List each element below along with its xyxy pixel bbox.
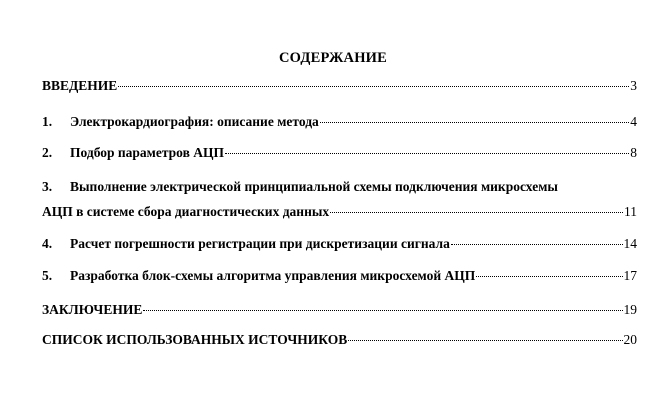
toc-page-number: 19 [623,302,637,317]
dot-leader [348,340,622,341]
toc-entry-text: Расчет погрешности регистрации при дискретизации сигнала [70,236,450,251]
dot-leader [476,276,622,277]
dot-leader [320,122,629,123]
toc-entry-number: 1. [42,114,53,129]
toc-page-number: 8 [630,145,637,160]
toc-entry-5[interactable] [42,268,637,284]
toc-entry-references[interactable] [42,332,637,348]
toc-page-number: 17 [623,268,637,283]
toc-entry-number: 2. [42,145,53,160]
toc-entry-3[interactable] [42,179,637,220]
toc-page-number: 20 [623,332,637,347]
dot-leader [451,244,623,245]
dot-leader [143,310,622,311]
toc-entry-text-line2: АЦП в системе сбора диагностических данных [42,204,330,219]
toc-page-number: 11 [624,204,637,219]
toc-page-number: 4 [630,114,637,129]
dot-leader [330,212,623,213]
toc-entry-2[interactable] [42,145,637,161]
toc-page-number: 3 [630,78,637,93]
toc-title: СОДЕРЖАНИЕ [278,50,388,66]
toc-entry-introduction[interactable] [42,78,637,94]
toc-entry-text: СПИСОК ИСПОЛЬЗОВАННЫХ ИСТОЧНИКОВ [42,332,348,347]
toc-entry-text: Подбор параметров АЦП [70,145,225,160]
toc-entry-1[interactable] [42,114,637,130]
toc-page-number: 14 [623,236,637,251]
toc-entry-text: Электрокардиография: описание метода [70,114,319,129]
toc-entry-number: 5. [42,268,53,283]
toc-entry-text-line1: Выполнение электрической принципиальной схемы подключения микросхемы [70,179,558,194]
toc-entry-text: ВВЕДЕНИЕ [42,78,118,93]
toc-entry-4[interactable] [42,236,637,252]
toc-entry-text: ЗАКЛЮЧЕНИЕ [42,302,143,317]
toc-entry-number: 4. [42,236,53,251]
toc-entry-number: 3. [42,179,53,194]
toc-entry-conclusion[interactable] [42,302,637,318]
toc-entry-text: Разработка блок-схемы алгоритма управления микросхемой АЦП [70,268,476,283]
dot-leader [225,153,629,154]
dot-leader [118,86,629,87]
